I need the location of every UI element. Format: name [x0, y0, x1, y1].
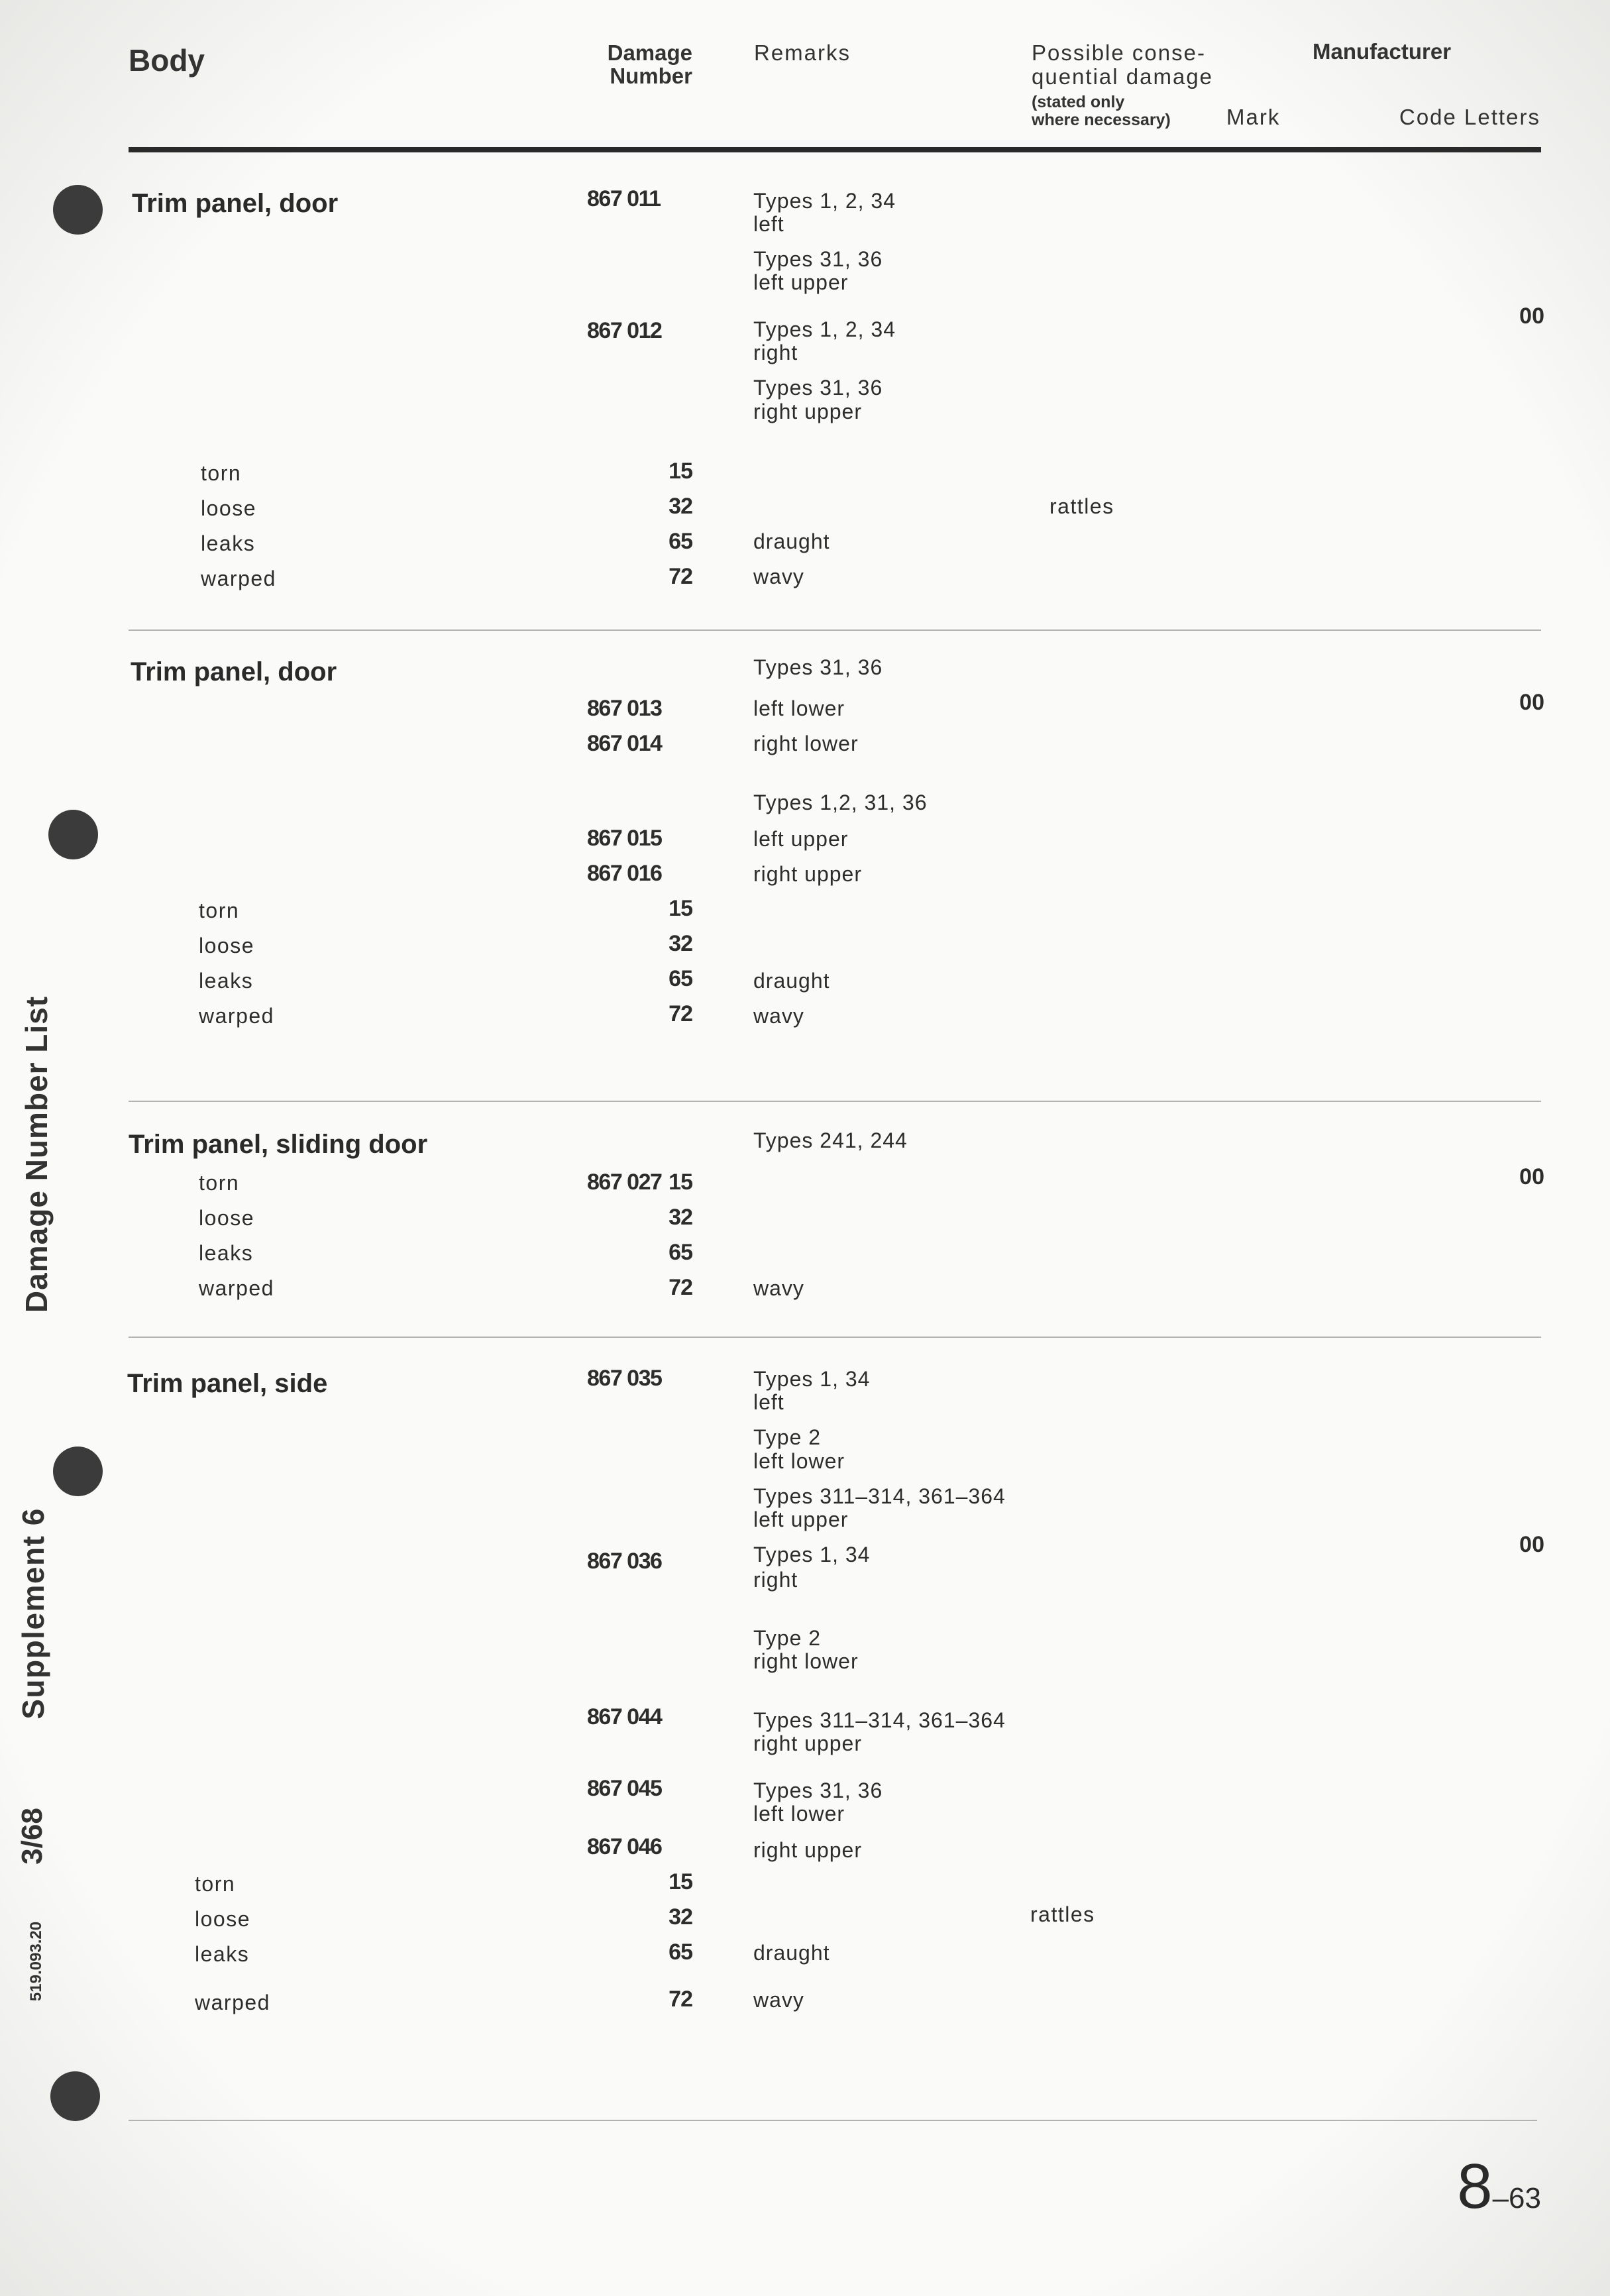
damage-number: 867 027 [587, 1170, 662, 1195]
remarks-header: Remarks [754, 40, 851, 65]
defect-name: leaks [195, 1942, 250, 1966]
document-number: 519.093.20 [27, 1921, 45, 2002]
remark: Types 311–314, 361–364 [753, 1484, 1006, 1508]
page-index: –63 [1492, 2182, 1541, 2214]
remark: right [753, 1568, 798, 1592]
defect-code: 15 [669, 459, 692, 484]
damage-number: 867 045 [587, 1776, 662, 1801]
remark: Types 311–314, 361–364 [753, 1708, 1006, 1732]
defect-code: 32 [669, 1205, 692, 1230]
defect-name: loose [195, 1907, 250, 1931]
header-rule [129, 147, 1541, 152]
remark: Types 31, 36 [753, 376, 883, 400]
damage-number: 867 035 [587, 1366, 662, 1391]
remark: Types 1, 2, 34 [753, 189, 896, 213]
remark: Type 2 [753, 1626, 822, 1650]
remark: right lower [753, 1649, 859, 1673]
defect-code: 72 [669, 564, 692, 589]
defect-code: 15 [669, 896, 692, 921]
remark: right upper [753, 862, 862, 886]
type-heading: Types 1,2, 31, 36 [753, 791, 928, 814]
defect-name: leaks [199, 969, 254, 993]
manufacturer-header: Manufacturer [1313, 39, 1452, 64]
defect-code: 15 [669, 1170, 692, 1195]
remark: right upper [753, 1731, 862, 1755]
manufacturer-code: 00 [1519, 1532, 1544, 1557]
defect-name: torn [201, 461, 242, 485]
damage-number: 867 036 [587, 1549, 662, 1574]
type-heading: Types 241, 244 [753, 1128, 908, 1152]
remark: Types 31, 36 [753, 1778, 883, 1802]
defect-name: warped [195, 1991, 270, 2014]
damage-number: 867 014 [587, 731, 662, 756]
section-title: Body [129, 43, 205, 78]
page-number [1457, 2151, 1541, 2222]
consequential-damage: rattles [1049, 494, 1114, 518]
damage-number: 867 013 [587, 696, 662, 721]
damage-number: 867 015 [587, 826, 662, 851]
defect-code: 65 [669, 529, 692, 554]
punch-hole [53, 185, 103, 235]
defect-code: 72 [669, 1987, 692, 2012]
manufacturer-code: 00 [1519, 690, 1544, 715]
supplement-label: Supplement 6 [16, 1507, 50, 1720]
defect-remark: draught [753, 529, 830, 553]
damage-number: 867 012 [587, 318, 662, 343]
defect-code: 72 [669, 1275, 692, 1300]
footer-rule [129, 2120, 1537, 2121]
remark: left lower [753, 1449, 845, 1473]
remark: right [753, 341, 798, 364]
remark: left lower [753, 1802, 845, 1826]
consequential-damage-note: (stated only [1032, 93, 1125, 111]
defect-remark: wavy [753, 565, 804, 588]
manufacturer-code: 00 [1519, 303, 1544, 329]
consequential-damage-header: Possible conse- [1032, 40, 1206, 65]
remark: left upper [753, 827, 849, 851]
remark: Types 1, 34 [753, 1367, 871, 1391]
defect-name: warped [201, 567, 276, 590]
manufacturer-code: 00 [1519, 1164, 1544, 1189]
defect-code: 32 [669, 1904, 692, 1930]
damage-number: 867 011 [587, 186, 661, 211]
damage-number: 867 046 [587, 1834, 662, 1859]
defect-name: loose [199, 934, 254, 957]
section-divider [129, 1101, 1541, 1102]
defect-name: leaks [199, 1241, 254, 1265]
defect-name: loose [201, 496, 256, 520]
consequential-damage-header: quential damage [1032, 64, 1214, 89]
defect-code: 32 [669, 494, 692, 519]
defect-remark: wavy [753, 1276, 804, 1300]
section-divider [129, 1337, 1541, 1338]
defect-code: 15 [669, 1869, 692, 1894]
remark: left [753, 212, 784, 236]
remark: left [753, 1390, 784, 1414]
defect-name: loose [199, 1206, 254, 1230]
remark: right upper [753, 400, 862, 423]
defect-remark: draught [753, 1941, 830, 1965]
damage-number-header: Damage [607, 40, 692, 65]
remark: Types 1, 2, 34 [753, 317, 896, 341]
section-divider [129, 629, 1541, 631]
remark: left upper [753, 1507, 849, 1531]
defect-name: torn [199, 1171, 240, 1195]
type-heading: Types 31, 36 [753, 655, 883, 679]
damage-number: 867 016 [587, 861, 662, 886]
page-chapter: 8 [1457, 2151, 1493, 2222]
defect-name: warped [199, 1276, 274, 1300]
defect-name: leaks [201, 531, 256, 555]
punch-hole [53, 1447, 103, 1496]
remark: left upper [753, 270, 849, 294]
list-title-vertical: Damage Number List [19, 995, 54, 1313]
group-title: Trim panel, sliding door [129, 1130, 428, 1159]
defect-code: 65 [669, 1240, 692, 1265]
remark: right lower [753, 732, 859, 755]
defect-name: warped [199, 1004, 274, 1028]
group-title: Trim panel, door [132, 189, 339, 218]
remark: Types 1, 34 [753, 1543, 871, 1566]
consequential-damage: rattles [1030, 1902, 1095, 1926]
damage-number: 867 044 [587, 1704, 662, 1729]
defect-code: 65 [669, 966, 692, 991]
defect-remark: draught [753, 969, 830, 993]
defect-name: torn [195, 1872, 236, 1896]
consequential-damage-note: where necessary) [1032, 111, 1171, 129]
remark: Types 31, 36 [753, 247, 883, 271]
defect-remark: wavy [753, 1988, 804, 2012]
group-title: Trim panel, side [127, 1369, 328, 1398]
issue-date: 3/68 [16, 1808, 48, 1865]
defect-code: 32 [669, 931, 692, 956]
remark: Type 2 [753, 1425, 822, 1449]
defect-remark: wavy [753, 1004, 804, 1028]
defect-name: torn [199, 899, 240, 922]
remark: right upper [753, 1838, 862, 1862]
remark: left lower [753, 696, 845, 720]
punch-hole [48, 810, 98, 859]
damage-number-header: Number [610, 64, 692, 88]
code-letters-header: Code Letters [1399, 105, 1540, 129]
defect-code: 72 [669, 1001, 692, 1026]
group-title: Trim panel, door [131, 657, 337, 686]
punch-hole [50, 2071, 100, 2121]
defect-code: 65 [669, 1940, 692, 1965]
mark-header: Mark [1226, 105, 1281, 129]
